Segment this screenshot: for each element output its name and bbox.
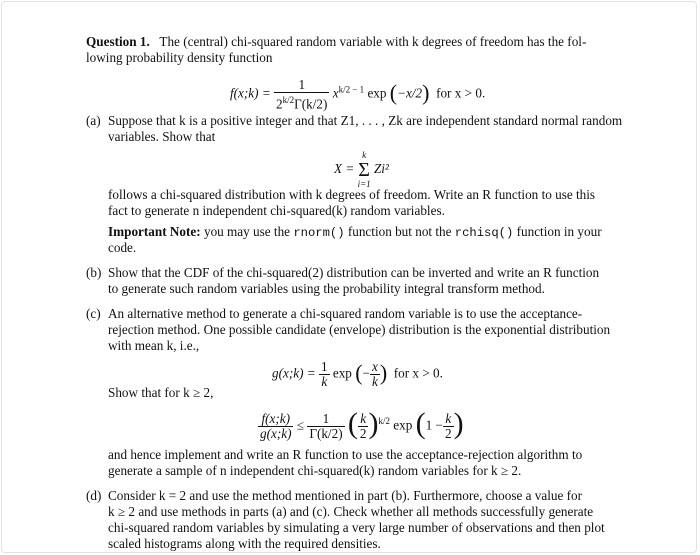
question-number: Question 1. — [86, 34, 150, 49]
gamma-frac-den: Γ(k/2) — [309, 426, 343, 441]
important-note — [108, 224, 602, 241]
g-fraction — [319, 360, 330, 389]
sum-equation — [334, 150, 389, 190]
summation: k Σ i=1 — [357, 150, 371, 189]
part-b-line2: to generate such random variables using the probability integral transform method. — [108, 281, 545, 296]
note-rchisq: rchisq() — [454, 226, 514, 240]
sum-term: Zi² — [373, 161, 389, 177]
pdf-power: k/2 − 1 — [338, 84, 365, 95]
pdf-condition: for x > 0. — [436, 85, 486, 101]
g-exp-num: x — [371, 359, 378, 374]
part-c-line2: rejection method. One possible candidate (envelope) distribution is the exponential distribution — [108, 322, 611, 337]
k-over-2 — [358, 412, 369, 441]
ineq-exp-word: exp — [393, 417, 413, 433]
g-frac-den: k — [321, 374, 328, 389]
ineq-power: k/2 — [378, 416, 390, 427]
g-exp-word: exp — [332, 365, 352, 381]
part-c-line5: generate a sample of n independent chi-squared(k) random variables for k ≥ 2. — [108, 463, 522, 478]
part-a-label: (a) — [86, 113, 101, 128]
gamma-fraction — [307, 412, 344, 441]
sum-upper: k — [362, 150, 367, 160]
two-den: 2 — [359, 426, 367, 441]
part-b-line1: Show that the CDF of the chi-squared(2) distribution can be inverted and write an R function — [108, 265, 600, 280]
question-intro-line2: lowing probability density function — [86, 50, 273, 65]
part-a-line1: Suppose that k is a positive integer and that Z1, . . . , Zk are independent standard normal random — [108, 113, 623, 128]
note-label: Important Note: — [108, 224, 201, 239]
pdf-den-exp: k/2 — [282, 95, 295, 105]
part-c-label: (c) — [86, 306, 101, 321]
part-d-line1: Consider k = 2 and use the method mentioned in part (b). Furthermore, choose a value for — [108, 488, 583, 503]
part-c-line3: with mean k, i.e., — [108, 338, 200, 353]
pdf-fraction — [274, 78, 329, 111]
note-line2: code. — [108, 240, 137, 255]
ratio-le: ≤ — [296, 417, 305, 433]
note-text2: function but not the — [347, 224, 452, 239]
part-a-line2: variables. Show that — [108, 129, 216, 144]
part-d-line4: scaled histograms along with the required densities. — [108, 536, 381, 551]
g-lhs: g(x;k) = — [272, 365, 316, 381]
g-exp-fraction — [370, 360, 380, 389]
k-over-2-second — [443, 412, 454, 441]
sum-lhs: X = — [334, 161, 355, 177]
question-intro — [86, 34, 586, 50]
pdf-gamma: Γ(k/2) — [294, 96, 328, 112]
part-c-line1: An alternative method to generate a chi-squared random variable is to use the acceptance- — [108, 306, 583, 321]
g-equation: g(x;k) = $\frac{1}{k}$ exp (− $\frac{x}{k}$ ) for x > 0. — [272, 359, 443, 389]
ratio-den: g(x;k) — [260, 426, 292, 441]
pdf-equation: f(x;k) = $\frac{1}{2^{k/2}\Gamma(k/2)}$ $x^{k/2 - 1}$ exp (−x/2) for x > 0. — [230, 77, 486, 112]
pdf-frac-den — [274, 93, 329, 111]
part-d-line3: chi-squared random variables by simulating a very large number of observations and then plot — [108, 520, 605, 535]
part-a-line4: fact to generate n independent chi-squared(k) random variables. — [108, 203, 445, 218]
note-text1: you may use the — [203, 224, 291, 239]
note-rnorm: rnorm() — [293, 226, 345, 240]
g-condition: for x > 0. — [393, 365, 443, 381]
show-line: Show that for k ≥ 2, — [108, 385, 214, 400]
part-b-label: (b) — [86, 265, 102, 280]
pdf-lhs: f(x;k) = — [230, 85, 271, 101]
ratio-num: f(x;k) — [258, 412, 293, 427]
k-num: k — [358, 412, 369, 427]
part-d-label: (d) — [86, 488, 102, 503]
g-exp-den: k — [371, 374, 378, 389]
pdf-frac-num: 1 — [274, 78, 329, 93]
pdf-exp-arg: −x/2 — [397, 85, 423, 101]
pdf-exp-word: exp — [367, 85, 387, 101]
gamma-frac-num: 1 — [307, 412, 344, 427]
ratio-inequality: $\frac{f(x;k)}{g(x;k)}$ ≤ $\frac{1}{\Gamma(k/2)}$ ( $\frac{k}{2}$ )$^{k/2}$ exp (1 − $\frac{k}{2}$ ) — [260, 406, 464, 441]
question-intro-line1: The (central) chi-squared random variable with k degrees of freedom has the fol- — [159, 34, 587, 49]
sum-lower: i=1 — [357, 179, 371, 189]
part-c-line4: and hence implement and write an R function to use the acceptance-rejection algorithm to — [108, 447, 583, 462]
two-den-2: 2 — [444, 426, 452, 441]
g-frac-num: 1 — [320, 359, 328, 374]
ratio-fraction — [258, 412, 293, 441]
k-num-2: k — [443, 412, 454, 427]
part-a-line3: follows a chi-squared distribution with k degrees of freedom. Write an R function to use this — [108, 187, 596, 202]
part-d-line2: k ≥ 2 and use methods in parts (a) and (c). Check whether all methods successfully generate — [108, 504, 594, 519]
pdf-den-base: 2 — [276, 96, 283, 112]
ineq-one-minus: 1 − — [425, 417, 443, 433]
note-text3: function in your — [516, 224, 602, 239]
